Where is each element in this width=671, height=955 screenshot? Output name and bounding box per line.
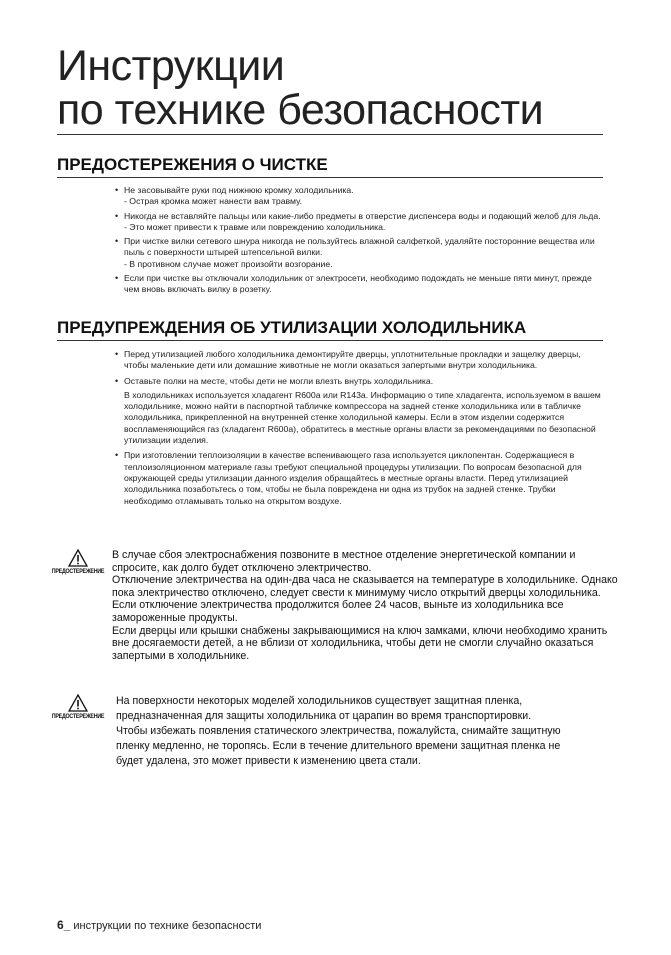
list-item: • При чистке вилки сетевого шнура никогда не пользуйтесь влажной салфеткой, удаляйте посторонние вещества или пыль с поверхности штырей штепсельной вилки. - В противном случае может произойти возгорание.	[115, 236, 603, 270]
cleaning-list	[115, 185, 603, 296]
warning-triangle-icon	[68, 694, 88, 712]
warning-badge	[46, 694, 110, 720]
list-item: • Если при чистке вы отключали холодильник от электросети, необходимо подождать не меньше пяти минут, прежде чем вновь включать вилку в розетку.	[115, 273, 603, 296]
disposal-heading: ПРЕДУПРЕЖДЕНИЯ ОБ УТИЛИЗАЦИИ ХОЛОДИЛЬНИКА	[57, 318, 603, 341]
page-title	[57, 44, 603, 135]
title-underline	[57, 134, 603, 135]
power-failure-warning	[46, 549, 621, 669]
warning-label: ПРЕДОСТЕРЕЖЕНИЕ	[51, 713, 105, 720]
warning-triangle-icon	[68, 549, 88, 567]
page-number: 6_	[57, 918, 71, 932]
disposal-list	[115, 349, 603, 507]
list-item: • Перед утилизацией любого холодильника демонтируйте дверцы, уплотнительные прокладки и защелку дверцы, чтобы маленькие дети или домашние животные не могли оказаться запертыми внутри холодильника.	[115, 349, 603, 372]
list-item: • При изготовлении теплоизоляции в качестве вспенивающего газа используется циклопентан. Содержащиеся в теплоизоляционном материале газы требуют специальной процедуры утилизации. По вопросам безопасной для окружающей среды утилизации данного изделия обращайтесь в местные органы власти. Перед утилизацией холодильника позаботьтесь о том, чтобы не была повреждена ни одна из трубок на задней стенке. Трубки необходимо отламывать только на открытом воздухе.	[115, 450, 603, 506]
disposal-section	[57, 318, 603, 507]
cleaning-heading: ПРЕДОСТЕРЕЖЕНИЯ О ЧИСТКЕ	[57, 155, 603, 178]
warning-text: На поверхности некоторых моделей холодильников существует защитная пленка, предназначенная для защиты холодильника от царапин во время транспортировки. Чтобы избежать появления статического электричества, пожалуйста, снимайте защитную пленку медленно, не торопясь. Если в течение длительного времени защитная пленка не будет удалена, это может привести к изменению цвета стали.	[116, 695, 561, 767]
page-title-line1: Инструкции	[57, 42, 285, 90]
page-footer	[57, 918, 261, 932]
cleaning-section	[57, 155, 603, 296]
list-item: • Никогда не вставляйте пальцы или какие-либо предметы в отверстие диспенсера воды и подающий желоб для льда. - Это может привести к травме или повреждению холодильника.	[115, 211, 603, 234]
warning-text: В случае сбоя электроснабжения позвоните в местное отделение энергетической компании и спросите, как долго будет отключено электричество. Отключение электричества на один-два часа не сказывается на температуре в холодильнике. Однако пока электричество отключено, следует свести к минимуму число открытий дверцы холодильника. Если отключение электричества продолжится более 24 часов, выньте из холодильника все замороженные продукты. Если дверцы или крышки снабжены закрывающимися на ключ замками, ключи необходимо хранить вне досягаемости детей, а не вблизи от холодильника, чтобы дети не смогли случайно оказаться запертыми в холодильнике.	[112, 549, 618, 662]
warning-badge	[46, 549, 110, 575]
footer-text: инструкции по технике безопасности	[70, 920, 262, 932]
warning-label: ПРЕДОСТЕРЕЖЕНИЕ	[51, 568, 105, 575]
protective-film-warning	[46, 694, 621, 794]
page-title-line2: по технике безопасности	[57, 86, 544, 134]
list-item: • Не засовывайте руки под нижнюю кромку холодильника. - Острая кромка может нанести вам травму.	[115, 185, 603, 208]
list-item: • Оставьте полки на месте, чтобы дети не могли влезть внутрь холодильника. В холодильниках используется хладагент R600a или R143a. Информацию о типе хладагента, используемом в вашем холодильнике, можно найти в паспортной табличке компрессора на задней стенке холодильника или в табличке холодильника, прикрепленной на внутренней стенке холодильной камеры. Если в этом изделии содержится воспламеняющийся газ (хладагент R600a), обратитесь в местные органы власти за рекомендациями по безопасной утилизации изделия.	[115, 376, 603, 447]
